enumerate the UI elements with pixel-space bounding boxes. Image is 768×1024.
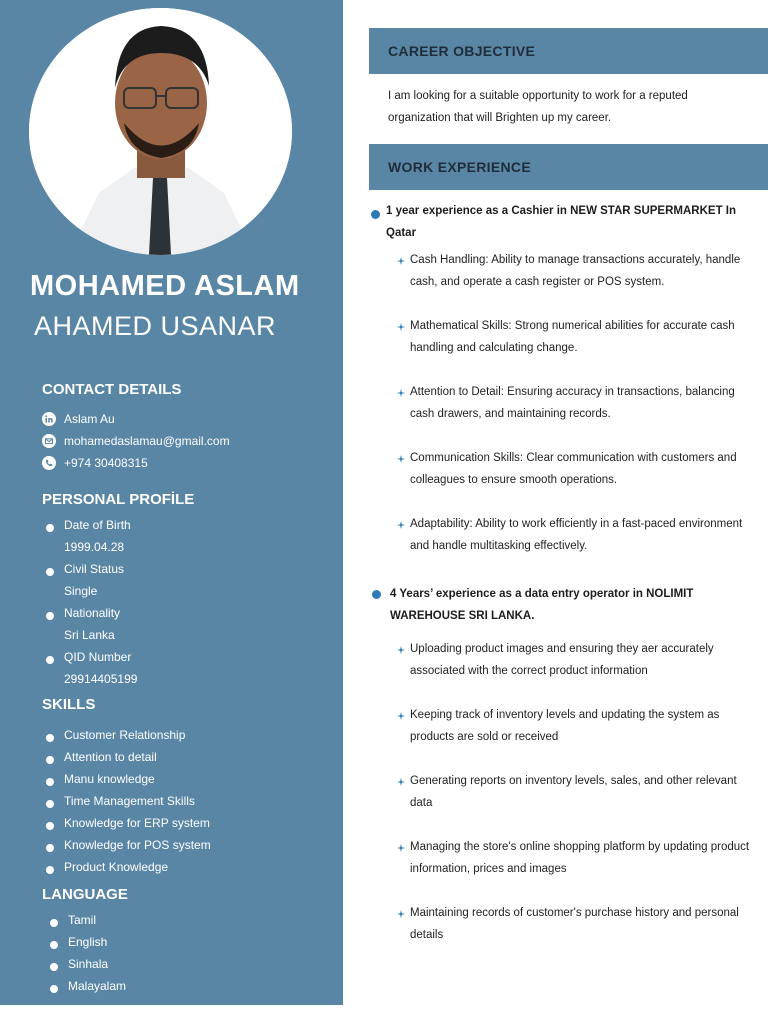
- star-bullet-icon: [397, 844, 405, 852]
- bullet-icon: [50, 985, 58, 993]
- bullet-icon: [50, 941, 58, 949]
- skill-text: Knowledge for POS system: [64, 838, 211, 852]
- star-bullet-icon: [397, 323, 405, 331]
- star-bullet-icon: [397, 389, 405, 397]
- star-bullet-icon: [397, 778, 405, 786]
- language-item: [50, 932, 107, 952]
- bullet-icon: [46, 656, 54, 664]
- skill-item: [46, 835, 211, 855]
- personal-value: Sri Lanka: [64, 628, 115, 642]
- bullet-icon: [46, 866, 54, 874]
- contact-phone-text: +974 30408315: [64, 456, 148, 470]
- job-bullet-icon: [372, 590, 381, 599]
- work-experience-heading: WORK EXPERIENCE: [388, 159, 531, 175]
- star-bullet-icon: [397, 712, 405, 720]
- job-duty: Generating reports on inventory levels, sales, and other relevant data: [410, 775, 737, 809]
- job-duty: Uploading product images and ensuring they aer accurately associated with the correct product information: [410, 643, 714, 677]
- language-text: English: [68, 935, 108, 949]
- job-duty: Maintaining records of customer's purchase history and personal details: [410, 907, 739, 941]
- star-bullet-icon: [397, 521, 405, 529]
- bullet-icon: [50, 963, 58, 971]
- contact-email-text: mohamedaslamau@gmail.com: [64, 434, 230, 448]
- star-bullet-icon: [397, 910, 405, 918]
- job-title: 4 Years’ experience as a data entry operator in NOLIMIT WAREHOUSE SRI LANKA.: [390, 588, 694, 622]
- star-bullet-icon: [397, 257, 405, 265]
- bullet-icon: [46, 800, 54, 808]
- star-bullet-icon: [397, 455, 405, 463]
- contact-heading: CONTACT DETAILS: [42, 381, 182, 398]
- personal-item: [46, 603, 120, 623]
- skill-text: Customer Relationship: [64, 728, 186, 742]
- job-bullet-icon: [371, 210, 380, 219]
- name-first-line: MOHAMED ASLAM: [30, 270, 300, 302]
- personal-value: 29914405199: [64, 672, 138, 686]
- personal-value: Single: [64, 584, 98, 598]
- personal-item: [46, 515, 131, 535]
- email-icon: [42, 434, 56, 448]
- career-objective-heading: CAREER OBJECTIVE: [388, 43, 536, 59]
- personal-value: 1999.04.28: [64, 540, 125, 554]
- skill-item: [46, 747, 157, 767]
- bullet-icon: [46, 568, 54, 576]
- skill-item: [46, 813, 210, 833]
- skill-item: [46, 857, 168, 877]
- personal-item: [46, 647, 131, 667]
- personal-label: Nationality: [64, 606, 121, 620]
- bullet-icon: [50, 919, 58, 927]
- bullet-icon: [46, 524, 54, 532]
- skills-heading: SKILLS: [42, 696, 96, 713]
- bullet-icon: [46, 822, 54, 830]
- job-duty: Keeping track of inventory levels and updating the system as products are sold or received: [410, 709, 720, 743]
- language-text: Tamil: [68, 913, 97, 927]
- job-title: 1 year experience as a Cashier in NEW STAR SUPERMARKET In Qatar: [386, 205, 737, 239]
- bullet-icon: [46, 734, 54, 742]
- skill-text: Time Management Skills: [64, 794, 195, 808]
- skill-item: [46, 769, 155, 789]
- work-experience-header: [369, 144, 768, 190]
- name-second-line: AHAMED USANAR: [34, 311, 277, 341]
- contact-linkedin-text: Aslam Au: [64, 412, 115, 426]
- skill-text: Product Knowledge: [64, 860, 169, 874]
- language-text: Sinhala: [68, 957, 109, 971]
- skill-text: Knowledge for ERP system: [64, 816, 210, 830]
- star-bullet-icon: [397, 646, 405, 654]
- personal-label: Civil Status: [64, 562, 125, 576]
- contact-phone[interactable]: [42, 453, 148, 473]
- job-duty: Managing the store's online shopping platform by updating product information, prices and images: [410, 841, 750, 875]
- personal-item: [46, 559, 124, 579]
- language-heading: LANGUAGE: [42, 886, 128, 903]
- profile-photo: [29, 8, 292, 255]
- personal-label: Date of Birth: [64, 518, 131, 532]
- job-duty: Mathematical Skills: Strong numerical abilities for accurate cash handling and calculating change.: [410, 320, 735, 354]
- skill-text: Attention to detail: [64, 750, 157, 764]
- language-text: Malayalam: [68, 979, 127, 993]
- profile-photo-illustration: [29, 8, 292, 255]
- language-item: [50, 976, 126, 996]
- bullet-icon: [46, 844, 54, 852]
- career-objective-header: [369, 28, 768, 74]
- skill-item: [46, 791, 195, 811]
- language-item: [50, 910, 96, 930]
- personal-label: QID Number: [64, 650, 132, 664]
- skill-text: Manu knowledge: [64, 772, 155, 786]
- language-item: [50, 954, 108, 974]
- personal-heading: PERSONAL PROFİLE: [42, 491, 195, 508]
- career-objective-text: I am looking for a suitable opportunity to work for a reputed organization that will Brighten up my career.: [388, 90, 688, 124]
- job-duty: Communication Skills: Clear communication with customers and colleagues to ensure smooth operations.: [410, 452, 737, 486]
- job-duty: Attention to Detail: Ensuring accuracy in transactions, balancing cash drawers, and maintaining records.: [410, 386, 735, 420]
- skill-item: [46, 725, 185, 745]
- contact-linkedin[interactable]: [42, 409, 115, 429]
- job-duty: Adaptability: Ability to work efficiently in a fast-paced environment and handle multitasking effectively.: [410, 518, 743, 552]
- bullet-icon: [46, 756, 54, 764]
- bullet-icon: [46, 612, 54, 620]
- linkedin-icon: [42, 412, 56, 426]
- contact-email[interactable]: [42, 431, 230, 451]
- bullet-icon: [46, 778, 54, 786]
- phone-icon: [42, 456, 56, 470]
- sidebar: [0, 0, 343, 1005]
- job-duty: Cash Handling: Ability to manage transactions accurately, handle cash, and operate a cash register or POS system.: [410, 254, 741, 288]
